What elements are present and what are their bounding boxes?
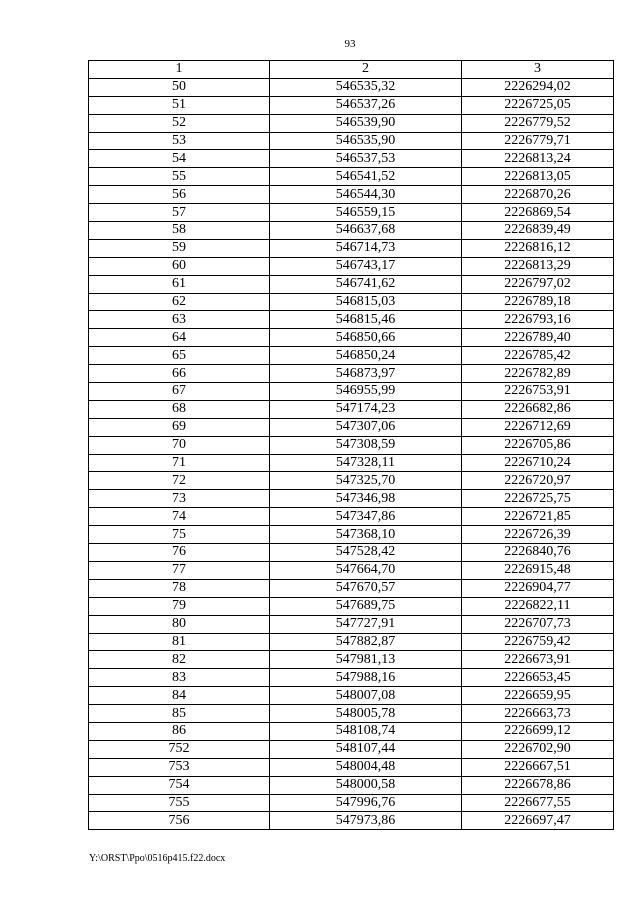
table-row <box>89 222 614 240</box>
table-body <box>89 78 614 829</box>
y-coordinate-cell: 2226753,91 <box>462 383 614 401</box>
x-coordinate-cell: 546535,90 <box>270 132 462 150</box>
table-row <box>89 561 614 579</box>
table-row <box>89 347 614 365</box>
table-row <box>89 168 614 186</box>
y-coordinate-cell: 2226659,95 <box>462 687 614 705</box>
x-coordinate-cell: 547368,10 <box>270 526 462 544</box>
x-coordinate-cell: 547325,70 <box>270 472 462 490</box>
point-number-cell: 65 <box>89 347 270 365</box>
point-number-cell: 86 <box>89 722 270 740</box>
point-number-cell: 61 <box>89 275 270 293</box>
point-number-cell: 72 <box>89 472 270 490</box>
table-row <box>89 365 614 383</box>
x-coordinate-cell: 547528,42 <box>270 544 462 562</box>
table-row <box>89 579 614 597</box>
x-coordinate-cell: 546559,15 <box>270 204 462 222</box>
y-coordinate-cell: 2226789,18 <box>462 293 614 311</box>
y-coordinate-cell: 2226870,26 <box>462 186 614 204</box>
point-number-cell: 753 <box>89 758 270 776</box>
table-row <box>89 472 614 490</box>
y-coordinate-cell: 2226813,29 <box>462 257 614 275</box>
y-coordinate-cell: 2226726,39 <box>462 526 614 544</box>
table-row <box>89 383 614 401</box>
table-row <box>89 311 614 329</box>
table-row <box>89 758 614 776</box>
x-coordinate-cell: 546637,68 <box>270 222 462 240</box>
x-coordinate-cell: 547727,91 <box>270 615 462 633</box>
point-number-cell: 57 <box>89 204 270 222</box>
table-row <box>89 454 614 472</box>
table-row <box>89 597 614 615</box>
point-number-cell: 58 <box>89 222 270 240</box>
table-row <box>89 96 614 114</box>
x-coordinate-cell: 547347,86 <box>270 508 462 526</box>
table-row <box>89 544 614 562</box>
table-row <box>89 740 614 758</box>
y-coordinate-cell: 2226782,89 <box>462 365 614 383</box>
point-number-cell: 59 <box>89 239 270 257</box>
x-coordinate-cell: 546850,66 <box>270 329 462 347</box>
table-row <box>89 705 614 723</box>
x-coordinate-cell: 546537,53 <box>270 150 462 168</box>
x-coordinate-cell: 548007,08 <box>270 687 462 705</box>
table-row <box>89 239 614 257</box>
point-number-cell: 73 <box>89 490 270 508</box>
y-coordinate-cell: 2226673,91 <box>462 651 614 669</box>
point-number-cell: 64 <box>89 329 270 347</box>
x-coordinate-cell: 548108,74 <box>270 722 462 740</box>
y-coordinate-cell: 2226785,42 <box>462 347 614 365</box>
y-coordinate-cell: 2226702,90 <box>462 740 614 758</box>
x-coordinate-cell: 548107,44 <box>270 740 462 758</box>
y-coordinate-cell: 2226707,73 <box>462 615 614 633</box>
x-coordinate-cell: 548004,48 <box>270 758 462 776</box>
point-number-cell: 69 <box>89 418 270 436</box>
y-coordinate-cell: 2226816,12 <box>462 239 614 257</box>
y-coordinate-cell: 2226840,76 <box>462 544 614 562</box>
x-coordinate-cell: 547174,23 <box>270 400 462 418</box>
table-row <box>89 400 614 418</box>
x-coordinate-cell: 546743,17 <box>270 257 462 275</box>
y-coordinate-cell: 2226725,75 <box>462 490 614 508</box>
table-row <box>89 776 614 794</box>
x-coordinate-cell: 546815,03 <box>270 293 462 311</box>
point-number-cell: 81 <box>89 633 270 651</box>
y-coordinate-cell: 2226294,02 <box>462 78 614 96</box>
column-header: 1 <box>89 61 270 79</box>
point-number-cell: 71 <box>89 454 270 472</box>
y-coordinate-cell: 2226677,55 <box>462 794 614 812</box>
y-coordinate-cell: 2226710,24 <box>462 454 614 472</box>
table-row <box>89 615 614 633</box>
y-coordinate-cell: 2226915,48 <box>462 561 614 579</box>
y-coordinate-cell: 2226839,49 <box>462 222 614 240</box>
point-number-cell: 70 <box>89 436 270 454</box>
x-coordinate-cell: 547882,87 <box>270 633 462 651</box>
coordinates-table <box>88 60 614 830</box>
x-coordinate-cell: 547307,06 <box>270 418 462 436</box>
point-number-cell: 55 <box>89 168 270 186</box>
table-row <box>89 257 614 275</box>
column-header: 3 <box>462 61 614 79</box>
x-coordinate-cell: 547670,57 <box>270 579 462 597</box>
point-number-cell: 52 <box>89 114 270 132</box>
point-number-cell: 80 <box>89 615 270 633</box>
x-coordinate-cell: 547981,13 <box>270 651 462 669</box>
y-coordinate-cell: 2226663,73 <box>462 705 614 723</box>
point-number-cell: 752 <box>89 740 270 758</box>
table-row <box>89 436 614 454</box>
x-coordinate-cell: 548005,78 <box>270 705 462 723</box>
point-number-cell: 755 <box>89 794 270 812</box>
point-number-cell: 67 <box>89 383 270 401</box>
table-row <box>89 669 614 687</box>
point-number-cell: 66 <box>89 365 270 383</box>
point-number-cell: 53 <box>89 132 270 150</box>
y-coordinate-cell: 2226813,05 <box>462 168 614 186</box>
point-number-cell: 83 <box>89 669 270 687</box>
point-number-cell: 74 <box>89 508 270 526</box>
y-coordinate-cell: 2226699,12 <box>462 722 614 740</box>
table-row <box>89 687 614 705</box>
point-number-cell: 85 <box>89 705 270 723</box>
table-row <box>89 329 614 347</box>
column-header: 2 <box>270 61 462 79</box>
point-number-cell: 62 <box>89 293 270 311</box>
footer-file-path: Y:\ORST\Ppo\0516p415.f22.docx <box>89 853 226 864</box>
table-row <box>89 204 614 222</box>
y-coordinate-cell: 2226779,52 <box>462 114 614 132</box>
y-coordinate-cell: 2226793,16 <box>462 311 614 329</box>
point-number-cell: 68 <box>89 400 270 418</box>
table-row <box>89 150 614 168</box>
x-coordinate-cell: 547689,75 <box>270 597 462 615</box>
y-coordinate-cell: 2226682,86 <box>462 400 614 418</box>
point-number-cell: 50 <box>89 78 270 96</box>
y-coordinate-cell: 2226712,69 <box>462 418 614 436</box>
x-coordinate-cell: 547664,70 <box>270 561 462 579</box>
x-coordinate-cell: 546537,26 <box>270 96 462 114</box>
x-coordinate-cell: 546873,97 <box>270 365 462 383</box>
x-coordinate-cell: 546544,30 <box>270 186 462 204</box>
y-coordinate-cell: 2226721,85 <box>462 508 614 526</box>
table-row <box>89 132 614 150</box>
table-row <box>89 114 614 132</box>
x-coordinate-cell: 546850,24 <box>270 347 462 365</box>
table-row <box>89 651 614 669</box>
point-number-cell: 56 <box>89 186 270 204</box>
y-coordinate-cell: 2226797,02 <box>462 275 614 293</box>
x-coordinate-cell: 546539,90 <box>270 114 462 132</box>
point-number-cell: 756 <box>89 812 270 830</box>
x-coordinate-cell: 546541,52 <box>270 168 462 186</box>
table-row <box>89 794 614 812</box>
y-coordinate-cell: 2226904,77 <box>462 579 614 597</box>
y-coordinate-cell: 2226813,24 <box>462 150 614 168</box>
point-number-cell: 754 <box>89 776 270 794</box>
point-number-cell: 77 <box>89 561 270 579</box>
table-row <box>89 275 614 293</box>
x-coordinate-cell: 548000,58 <box>270 776 462 794</box>
table-row <box>89 722 614 740</box>
table-row <box>89 186 614 204</box>
y-coordinate-cell: 2226705,86 <box>462 436 614 454</box>
y-coordinate-cell: 2226678,86 <box>462 776 614 794</box>
y-coordinate-cell: 2226667,51 <box>462 758 614 776</box>
x-coordinate-cell: 547308,59 <box>270 436 462 454</box>
y-coordinate-cell: 2226779,71 <box>462 132 614 150</box>
point-number-cell: 60 <box>89 257 270 275</box>
x-coordinate-cell: 547988,16 <box>270 669 462 687</box>
page-number: 93 <box>344 38 356 50</box>
y-coordinate-cell: 2226725,05 <box>462 96 614 114</box>
y-coordinate-cell: 2226822,11 <box>462 597 614 615</box>
table-row <box>89 508 614 526</box>
y-coordinate-cell: 2226789,40 <box>462 329 614 347</box>
x-coordinate-cell: 546815,46 <box>270 311 462 329</box>
point-number-cell: 84 <box>89 687 270 705</box>
point-number-cell: 76 <box>89 544 270 562</box>
y-coordinate-cell: 2226869,54 <box>462 204 614 222</box>
x-coordinate-cell: 546714,73 <box>270 239 462 257</box>
y-coordinate-cell: 2226697,47 <box>462 812 614 830</box>
table-row <box>89 490 614 508</box>
point-number-cell: 63 <box>89 311 270 329</box>
point-number-cell: 75 <box>89 526 270 544</box>
x-coordinate-cell: 546741,62 <box>270 275 462 293</box>
x-coordinate-cell: 547996,76 <box>270 794 462 812</box>
point-number-cell: 82 <box>89 651 270 669</box>
table-header-row <box>89 61 614 79</box>
table-row <box>89 78 614 96</box>
point-number-cell: 79 <box>89 597 270 615</box>
x-coordinate-cell: 547973,86 <box>270 812 462 830</box>
x-coordinate-cell: 546535,32 <box>270 78 462 96</box>
x-coordinate-cell: 547346,98 <box>270 490 462 508</box>
table-row <box>89 293 614 311</box>
x-coordinate-cell: 547328,11 <box>270 454 462 472</box>
x-coordinate-cell: 546955,99 <box>270 383 462 401</box>
point-number-cell: 54 <box>89 150 270 168</box>
table-row <box>89 526 614 544</box>
table-row <box>89 418 614 436</box>
point-number-cell: 51 <box>89 96 270 114</box>
y-coordinate-cell: 2226759,42 <box>462 633 614 651</box>
table-row <box>89 633 614 651</box>
y-coordinate-cell: 2226653,45 <box>462 669 614 687</box>
y-coordinate-cell: 2226720,97 <box>462 472 614 490</box>
table-row <box>89 812 614 830</box>
point-number-cell: 78 <box>89 579 270 597</box>
